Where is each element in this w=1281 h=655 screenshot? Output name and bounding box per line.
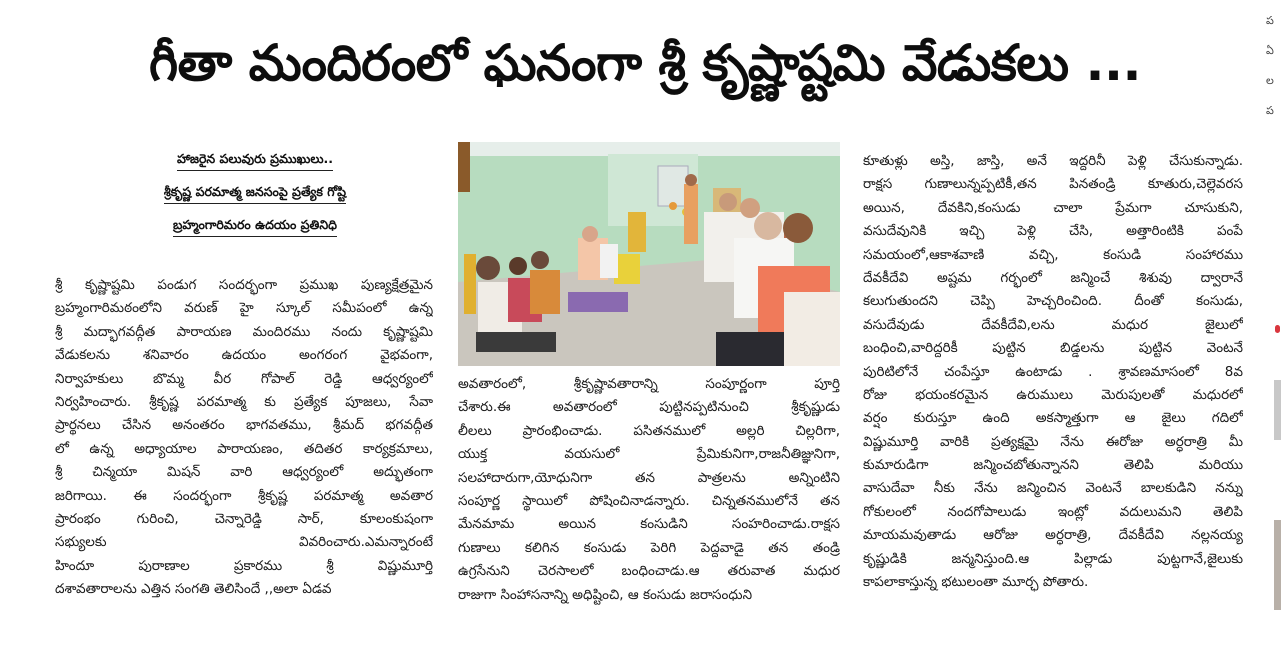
article-column-3 bbox=[863, 150, 1243, 594]
event-photo bbox=[458, 142, 840, 366]
adjacent-image-fragment bbox=[1274, 520, 1281, 610]
article-line: కూతుళ్లు అస్తి, జాస్తి, అనే ఇద్దరినీ పెళ్లి చేసుకున్నాడు. bbox=[863, 153, 1243, 169]
edge-glyph: ప bbox=[1266, 104, 1274, 117]
article-line: రాజుగా సింహాసనాన్ని అధిష్టించి, ఆ కంసుడు జరాసంధుని bbox=[458, 586, 753, 603]
article-line: కృష్ణుడికి జన్మనిస్తుంది.ఆ పిల్లాడు పుట్టగానే,జైలుకు bbox=[863, 550, 1243, 567]
article-line: సభ్యులకు వివరించారు.ఎమన్నారంటే bbox=[55, 534, 433, 551]
article-line: యుక్త వయసులో ప్రేమికునిగా,రాజనీతిజ్ఞునిగా, bbox=[458, 446, 840, 463]
subhead-attendees: హాజరైన పలువురు ప్రముఖులు.. bbox=[177, 150, 333, 171]
article-line: లో ఉన్న అధ్యాయాల పారాయణం, తదితర కార్యక్రమాలు, bbox=[55, 440, 433, 457]
article-line: శ్రీ మద్భాగవద్గీత పారాయణ మందిరము నందు కృష్ణాష్టమి bbox=[55, 323, 433, 340]
article-line: సంపూర్ణ స్థాయిలో పోషించినాడన్నారు. చిన్నతనములోనే తన bbox=[458, 492, 840, 509]
article-line: అయిన, దేవకిని,కంసుడు చాలా ప్రేమగా చూసుకుని, bbox=[863, 199, 1243, 216]
edge-glyph: ల bbox=[1266, 74, 1274, 87]
article-line: వేడుకలను శనివారం ఉదయం అంగరంగ వైభవంగా, bbox=[55, 347, 433, 364]
article-line: సమయంలో,ఆకాశవాణి వచ్చి, కంసుడి సంహారము bbox=[863, 246, 1243, 263]
article-line: దేవకీదేవి అష్టమ గర్భంలో జన్మించే శిశువు ద్వారానే bbox=[863, 269, 1243, 286]
article-line: జరిగాయి. ఈ సందర్భంగా శ్రీకృష్ణ పరమాత్మ అవతార bbox=[55, 487, 433, 504]
article-line: మాయమవుతాడు ఆరోజు అర్ధరాత్రి, దేవకీదేవి నల్లనయ్య bbox=[863, 527, 1243, 544]
article-line: వర్షం కురుస్తూ ఉంది అకస్మాత్తుగా ఆ జైలు గదిలో bbox=[863, 410, 1243, 427]
article-line: వాసుదేవా నీకు నేను జన్మించిన వెంటనే బాలకుడిని నన్ను bbox=[863, 480, 1243, 497]
article-line: ప్రార్థనలు చేసిన అనంతరం భాగవతము, శ్రీమద్ భగవద్గీత bbox=[55, 417, 433, 434]
article-line: అవతారంలో, శ్రీకృష్ణావతారాన్ని సంపూర్ణంగా పూర్తి bbox=[458, 376, 840, 392]
article-line: విష్ణుమూర్తి వారికి ప్రత్యక్షమై నేను ఈరోజు అర్ధరాత్రి మీ bbox=[863, 433, 1243, 450]
article-line: మేనమామ అయిన కంసుడిని సంహరించాడు.రాక్షస bbox=[458, 516, 840, 533]
article-column-1 bbox=[55, 274, 433, 601]
article-line: దశావతారాలను ఎత్తిన సంగతి తెలిసిందే ,,అలా ఏడవ bbox=[55, 581, 332, 598]
article-line: శ్రీ చిన్మయా మిషన్ వారి ఆధ్వర్యంలో అద్భుతంగా bbox=[55, 464, 433, 481]
article-line: బంధించి,వారిద్దరికీ పుట్టిన బిడ్డలను పుట్టిన వెంటనే bbox=[863, 340, 1243, 357]
edge-glyph: ఏ bbox=[1266, 44, 1274, 57]
subhead-dateline: బ్రహ్మంగారిమరం ఉదయం ప్రతినిధి bbox=[173, 216, 337, 237]
article-column-2 bbox=[458, 373, 840, 607]
article-line: గుణాలు కలిగిన కంసుడు పెరిగి పెద్దవాడై తన తండ్రి bbox=[458, 539, 840, 556]
edge-glyph: ప bbox=[1266, 14, 1274, 27]
adjacent-ad-fragment bbox=[1275, 325, 1280, 333]
article-line: వసుదేవునికి ఇచ్చి పెళ్లి చేసి, అత్తారింటికి పంపే bbox=[863, 223, 1243, 240]
article-line: గోకులంలో నందగోపాలుడు ఇంట్లో వదులుమని తెలిపి bbox=[863, 503, 1243, 520]
article-line: ఉగ్రసేనుని చెరసాలలో బంధించాడు.ఆ తరువాత మధుర bbox=[458, 563, 840, 580]
article-line: శ్రీ కృష్ణాష్టమి పండుగ సందర్భంగా ప్రముఖ పుణ్యక్షేత్రమైన bbox=[55, 277, 433, 293]
article-line: నిర్వాహకులు బొమ్మ వీర గోపాల్ రెడ్డి ఆధ్వర్యంలో bbox=[55, 370, 433, 387]
article-line: చేశారు.ఈ అవతారంలో పుట్టినప్పటినుంచి శ్రీకృష్ణుడు bbox=[458, 399, 840, 416]
article-line: నిర్వహించారు. శ్రీకృష్ణ పరమాత్మ కు ప్రత్యేక పూజలు, సేవా bbox=[55, 393, 433, 410]
article-line: సలహాదారుగా,యోధునిగా తన పాత్రలను అన్నింటిని bbox=[458, 469, 840, 486]
event-photo-illustration bbox=[458, 142, 840, 366]
article-line: వసుదేవుడు దేవకీదేవి,లను మధుర జైలులో bbox=[863, 316, 1243, 333]
headline: గీతా మందిరంలో ఘనంగా శ్రీ కృష్ణాష్టమి వేడుకలు ... bbox=[149, 34, 1141, 92]
article-line: కాపలాకాస్తున్న భటులంతా మూర్ఛ పోతారు. bbox=[863, 574, 1089, 591]
article-line: ప్రారంభం గురించి, చెన్నారెడ్డి సార్, కూలంకుషంగా bbox=[55, 510, 433, 527]
subhead-seminar: శ్రీకృష్ణ పరమాత్మ జనసంపై ప్రత్యేక గోష్టి bbox=[164, 183, 346, 204]
adjacent-image-fragment bbox=[1274, 380, 1281, 440]
article-line: రాక్షస గుణాలున్నప్పటికీ,తన పినతండ్రి కూతురు,చెల్లెవరస bbox=[863, 176, 1243, 193]
article-line: హిందూ పురాణాల ప్రకారము శ్రీ విష్ణుమూర్తి bbox=[55, 557, 433, 574]
subheads bbox=[110, 148, 400, 247]
article-line: కలుగుతుందని చెప్పి హెచ్చరించింది. దీంతో కంసుడు, bbox=[863, 293, 1243, 310]
article-line: బ్రహ్మంగారిమఠంలోని వరుణ్ హై స్కూల్ సమీపంలో ఉన్న bbox=[55, 300, 433, 317]
article-line: లీలలు ప్రారంభించాడు. పసితనములో అల్లరి చిల్లరిగా, bbox=[458, 422, 840, 439]
article-line: పురిటిలోనే చంపేస్తూ ఉంటాడు . శ్రావణమాసంలో 8వ bbox=[863, 363, 1243, 380]
article-line: రోజు భయంకరమైన ఉరుములు మెరుపులతో మధురలో bbox=[863, 386, 1243, 403]
article-line: కుమారుడిగా జన్మించబోతున్నానని తెలిపి మరియు bbox=[863, 457, 1243, 474]
